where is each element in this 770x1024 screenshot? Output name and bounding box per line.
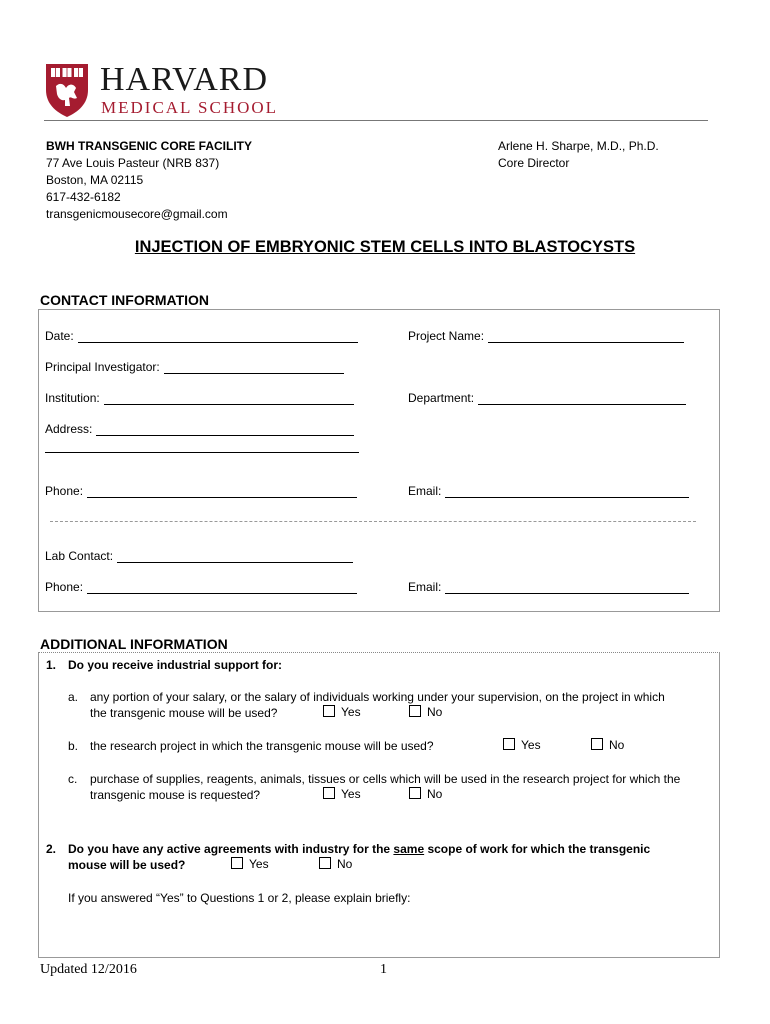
director-name: Arlene H. Sharpe, M.D., Ph.D.	[498, 139, 659, 153]
lab-contact-field	[45, 549, 353, 563]
lab-email-field	[408, 580, 689, 594]
facility-phone: 617-432-6182	[46, 190, 121, 204]
institution-label: Institution:	[45, 391, 100, 405]
q1c-yes-option[interactable]	[323, 787, 361, 801]
lab-phone-label: Phone:	[45, 580, 84, 594]
institution-field	[45, 391, 354, 405]
facility-address2: Boston, MA 02115	[46, 173, 144, 187]
q1c-no-option[interactable]	[409, 787, 442, 801]
lab-phone-input[interactable]	[87, 581, 357, 594]
email-label: Email:	[408, 484, 442, 498]
q2-no-option[interactable]	[319, 857, 352, 871]
address-field	[45, 422, 354, 436]
address-line-2[interactable]	[45, 452, 359, 453]
pi-field	[45, 360, 344, 374]
phone-field	[45, 484, 357, 498]
facility-email: transgenicmousecore@gmail.com	[46, 207, 228, 221]
contact-box	[38, 309, 720, 612]
lab-contact-label: Lab Contact:	[45, 549, 114, 563]
q2-no-checkbox[interactable]	[319, 857, 331, 869]
additional-heading: ADDITIONAL INFORMATION	[40, 636, 228, 652]
q1c-yes-checkbox[interactable]	[323, 787, 335, 799]
q1c-letter: c.	[68, 772, 78, 786]
logo-harvard: HARVARD	[100, 61, 269, 98]
form-title: INJECTION OF EMBRYONIC STEM CELLS INTO BLASTOCYSTS	[134, 238, 636, 256]
q1b-yes-checkbox[interactable]	[503, 738, 515, 750]
q1-text: Do you receive industrial support for:	[68, 658, 283, 672]
q1a-yes-label: Yes	[341, 705, 361, 719]
institution-input[interactable]	[104, 392, 354, 405]
q1c-yes-label: Yes	[341, 787, 361, 801]
email-input[interactable]	[445, 485, 689, 498]
department-field	[408, 391, 686, 405]
lab-contact-input[interactable]	[117, 550, 353, 563]
lab-phone-field	[45, 580, 357, 594]
lab-email-input[interactable]	[445, 581, 689, 594]
q1b-no-option[interactable]	[591, 738, 624, 752]
footer-updated: Updated 12/2016	[40, 962, 137, 977]
q1b-letter: b.	[68, 739, 79, 753]
explain-prompt: If you answered “Yes” to Questions 1 or 2, please explain briefly:	[68, 891, 411, 905]
q1b-yes-label: Yes	[521, 738, 541, 752]
q1b-no-label: No	[609, 738, 625, 752]
address-label: Address:	[45, 422, 93, 436]
date-field	[45, 329, 358, 343]
q1b-text: the research project in which the transgenic mouse will be used?	[90, 739, 434, 753]
department-input[interactable]	[478, 392, 686, 405]
pi-label: Principal Investigator:	[45, 360, 160, 374]
q1c-line2: transgenic mouse is requested?	[90, 788, 261, 802]
q2-line2: mouse will be used?	[68, 858, 186, 872]
question-1	[46, 657, 56, 673]
header-rule	[44, 120, 708, 121]
q2-part2: scope of work for which the transgenic	[424, 842, 651, 856]
logo-medical-school: MEDICAL SCHOOL	[101, 98, 279, 117]
director-title: Core Director	[498, 156, 570, 170]
q1a-yes-option[interactable]	[323, 705, 361, 719]
project-name-label: Project Name:	[408, 329, 485, 343]
facility-name: BWH TRANSGENIC CORE FACILITY	[46, 139, 252, 153]
phone-input[interactable]	[87, 485, 357, 498]
pi-input[interactable]	[164, 361, 344, 374]
q2-same: same	[393, 842, 425, 856]
q1c-no-checkbox[interactable]	[409, 787, 421, 799]
director-info	[498, 138, 659, 172]
q1a-line1: any portion of your salary, or the salary of individuals working under your supervision, on the project in which	[90, 690, 665, 704]
q1b-yes-option[interactable]	[503, 738, 541, 752]
date-label: Date:	[45, 329, 74, 343]
q1-number: 1.	[46, 658, 57, 672]
page-number: 1	[380, 962, 387, 977]
q2-yes-option[interactable]	[231, 857, 269, 871]
q1a-no-checkbox[interactable]	[409, 705, 421, 717]
q1a-no-option[interactable]	[409, 705, 442, 719]
q1a-line2: the transgenic mouse will be used?	[90, 706, 278, 720]
q2-part1: Do you have any active agreements with industry for the	[68, 842, 394, 856]
project-name-input[interactable]	[488, 330, 684, 343]
q2-yes-checkbox[interactable]	[231, 857, 243, 869]
q2-line1	[68, 841, 650, 857]
q1b-no-checkbox[interactable]	[591, 738, 603, 750]
address-input[interactable]	[96, 423, 354, 436]
facility-info	[46, 138, 252, 223]
harvard-shield-logo	[44, 62, 90, 118]
q1a-letter: a.	[68, 690, 79, 704]
q2-number: 2.	[46, 842, 57, 856]
q1a-no-label: No	[427, 705, 443, 719]
facility-address1: 77 Ave Louis Pasteur (NRB 837)	[46, 156, 220, 170]
date-input[interactable]	[78, 330, 358, 343]
phone-label: Phone:	[45, 484, 84, 498]
project-name-field	[408, 329, 684, 343]
q1c-no-label: No	[427, 787, 443, 801]
q2-no-label: No	[337, 857, 353, 871]
contact-heading: CONTACT INFORMATION	[40, 292, 210, 308]
lab-email-label: Email:	[408, 580, 442, 594]
q1a-yes-checkbox[interactable]	[323, 705, 335, 717]
department-label: Department:	[408, 391, 475, 405]
q1c-line1: purchase of supplies, reagents, animals, tissues or cells which will be used in the research project for which the	[90, 772, 681, 786]
section-divider	[50, 521, 696, 522]
q2-yes-label: Yes	[249, 857, 269, 871]
email-field	[408, 484, 689, 498]
